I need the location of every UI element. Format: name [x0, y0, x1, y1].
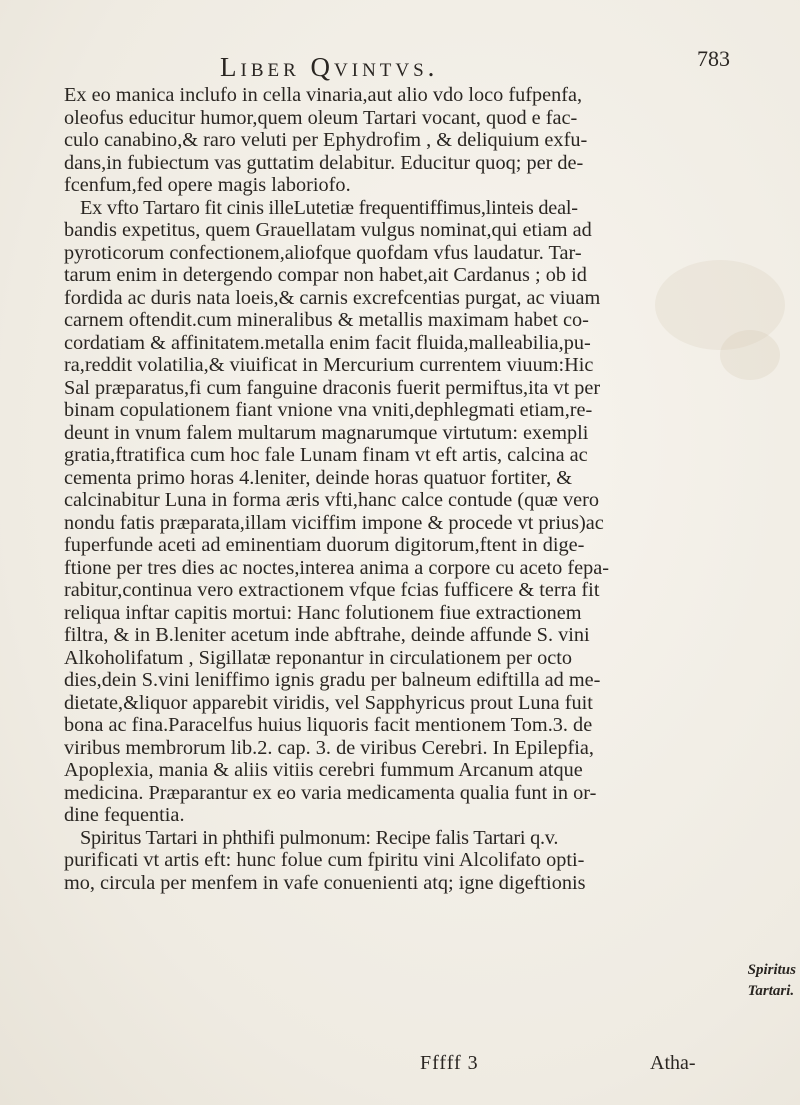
text-line: ftione per tres dies ac noctes,interea anima a corpore cu aceto fepa-	[64, 556, 610, 579]
text-line: Sal præparatus,fi cum fanguine draconis fuerit permiftus,ita vt per	[64, 376, 601, 399]
text-line: gratia,ftratifica cum hoc fale Lunam finam vt eft artis, calcina ac	[64, 444, 588, 466]
text-line: pyroticorum confectionem,aliofque quofdam vfus laudatur. Tar-	[64, 241, 582, 264]
text-line: culo canabino,& raro veluti per Ephydrofim , & deliquium exfu-	[64, 129, 588, 151]
text-line: dine fequentia.	[64, 804, 185, 826]
running-title: Liber Qvintvs.	[220, 52, 439, 82]
text-line: Alkoholifatum , Sigillatæ reponantur in circulationem per octo	[64, 646, 573, 669]
body-text	[64, 84, 704, 894]
text-line: deunt in vnum falem multarum magnarumque virtutum: exempli	[64, 421, 589, 444]
text-line: Ex eo manica inclufo in cella vinaria,aut alio vdo loco fufpenfa,	[64, 84, 583, 106]
text-line: calcinabitur Luna in forma æris vfti,hanc calce contude (quæ vero	[64, 489, 599, 511]
margin-note-line: Tartari.	[747, 983, 795, 999]
text-line: medicina. Præparantur ex eo varia medicamenta qualia funt in or-	[64, 781, 597, 804]
text-line: Apoplexia, mania & aliis vitiis cerebri fummum Arcanum atque	[64, 759, 583, 781]
page-header	[70, 46, 730, 86]
text-line: fcenfum,fed opere magis laboriofo.	[64, 174, 351, 196]
page-number: 783	[697, 46, 730, 71]
text-line: carnem oftendit.cum mineralibus & metallis maximam habet co-	[64, 309, 589, 331]
signature-mark: Fffff 3	[420, 1052, 479, 1074]
text-line: dies,dein S.vini leniffimo ignis gradu per balneum ediftilla ad me-	[64, 669, 601, 691]
text-line: filtra, & in B.leniter acetum inde abftrahe, deinde affunde S. vini	[64, 624, 590, 646]
text-line: dietate,&liquor apparebit viridis, vel Sapphyricus prout Luna fuit	[64, 691, 593, 714]
paper-stain	[720, 330, 780, 380]
catchword: Atha-	[650, 1052, 696, 1074]
text-line: fordida ac duris nata loeis,& carnis excrefcentias purgat, ac viuam	[64, 286, 601, 309]
text-line: fuperfunde aceti ad eminentiam duorum digitorum,ftent in dige-	[64, 534, 585, 556]
text-line: cementa primo horas 4.leniter, deinde horas quatuor fortiter, &	[64, 466, 573, 489]
text-line: bona ac fina.Paracelfus huius liquoris facit mentionem Tom.3. de	[64, 714, 593, 736]
margin-note-line: Spiritus	[747, 962, 796, 978]
text-line: binam copulationem fiant vnione vna vniti,dephlegmati etiam,re-	[64, 399, 593, 421]
margin-note-spiritus-tartari	[748, 960, 796, 1002]
text-line: Spiritus Tartari in phthifi pulmonum: Recipe falis Tartari q.v.	[80, 826, 559, 849]
text-line: oleofus educitur humor,quem oleum Tartari vocant, quod e fac-	[64, 106, 578, 129]
text-line: dans,in fubiectum vas guttatim delabitur. Educitur quoq; per de-	[64, 151, 584, 174]
text-line: reliqua inftar capitis mortui: Hanc folutionem fiue extractionem	[64, 601, 582, 624]
text-line: ra,reddit volatilia,& viuificat in Mercurium currentem viuum:Hic	[64, 354, 594, 376]
text-line: bandis expetitus, quem Grauellatam vulgus nominat,qui etiam ad	[64, 219, 592, 241]
text-line: Ex vfto Tartaro fit cinis illeLutetiæ frequentiffimus,linteis deal-	[80, 196, 578, 219]
text-line: viribus membrorum lib.2. cap. 3. de viribus Cerebri. In Epilepfia,	[64, 736, 595, 759]
text-line: nondu fatis præparata,illam viciffim impone & procede vt prius)ac	[64, 511, 604, 534]
text-line: cordatiam & affinitatem.metalla enim facit fluida,malleabilia,pu-	[64, 331, 591, 354]
text-line: purificati vt artis eft: hunc folue cum fpiritu vini Alcolifato opti-	[64, 849, 585, 871]
text-line: rabitur,continua vero extractionem vfque fcias fufficere & terra fit	[64, 579, 600, 601]
text-line: tarum enim in detergendo compar non habet,ait Cardanus ; ob id	[64, 264, 587, 286]
text-line: mo, circula per menfem in vafe conuenienti atq; igne digeftionis	[64, 871, 586, 894]
